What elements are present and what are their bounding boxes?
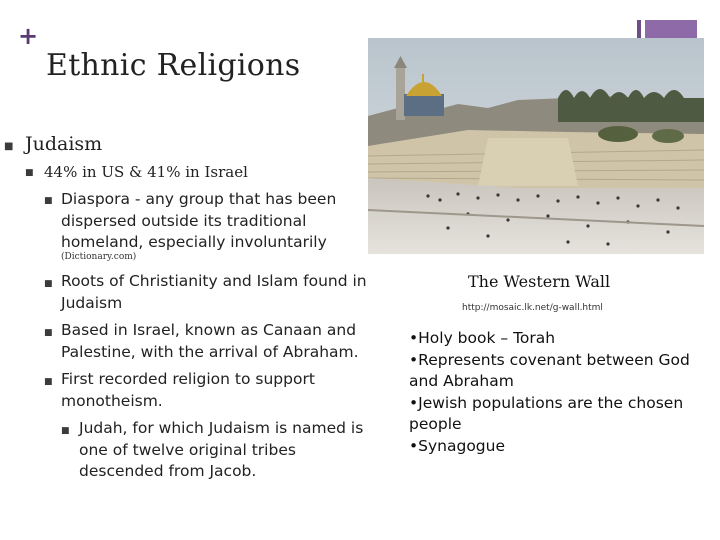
diaspora-definition: Diaspora - any group that has been dispersed outside its traditional homeland, especially involuntarily: [61, 190, 337, 251]
judah-item: Judah, for which Judaism is named is one of twelve original tribes descended from Jacob.: [79, 419, 364, 480]
bullet-square-icon: ■: [44, 377, 53, 387]
photo-caption: The Western Wall: [468, 272, 611, 291]
fact-item: •Jewish populations are the chosen people: [409, 393, 684, 433]
bullet-square-icon: ■: [44, 328, 53, 338]
topic-judaism: Judaism: [25, 133, 103, 155]
roots-item: Roots of Christianity and Islam found in Judaism: [61, 272, 367, 312]
bullet-square-icon: ■: [25, 168, 34, 178]
accent-bar-thick: [645, 20, 697, 40]
photo-source-url[interactable]: http://mosaic.lk.net/g-wall.html: [462, 303, 603, 313]
bullet-square-icon: ■: [61, 426, 70, 436]
based-item: Based in Israel, known as Canaan and Palestine, with the arrival of Abraham.: [61, 321, 359, 361]
fact-item: •Holy book – Torah: [409, 329, 556, 347]
diaspora-citation: (Dictionary.com): [61, 252, 137, 262]
western-wall-photo: [368, 38, 704, 254]
stat-line: 44% in US & 41% in Israel: [44, 163, 248, 181]
facts-list: [409, 328, 717, 457]
bullet-square-icon: ■: [4, 141, 14, 152]
bullet-square-icon: ■: [44, 196, 53, 206]
accent-bar-thin: [637, 20, 641, 40]
plus-icon: +: [18, 22, 39, 50]
fact-item: •Represents covenant between God and Abraham: [409, 350, 690, 390]
slide-title: Ethnic Religions: [46, 48, 301, 83]
fact-item: •Synagogue: [409, 436, 505, 455]
bullet-square-icon: ■: [44, 279, 53, 289]
first-item: First recorded religion to support monotheism.: [61, 370, 315, 410]
